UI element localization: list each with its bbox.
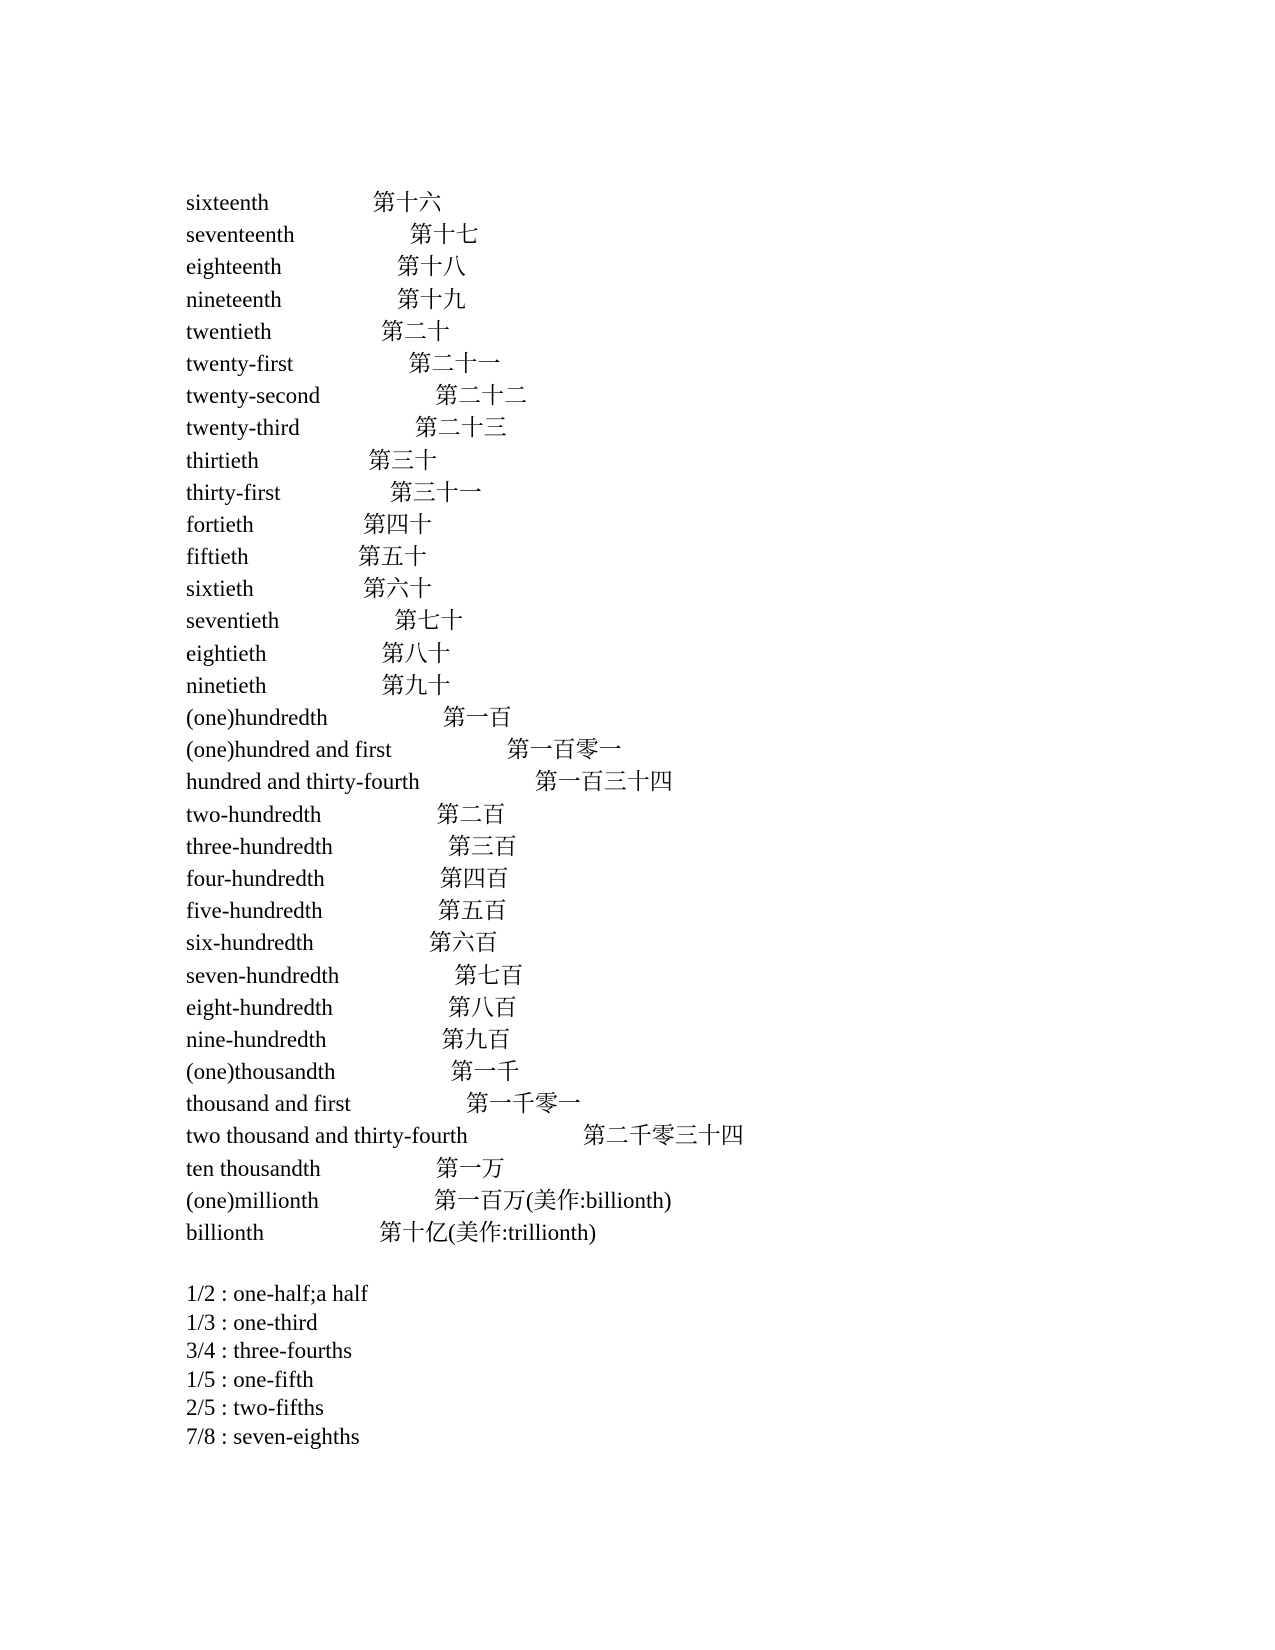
ordinal-spacer	[335, 1059, 450, 1084]
fraction-separator: :	[215, 1309, 234, 1335]
ordinal-spacer	[468, 1123, 583, 1148]
ordinal-chinese: 第九十	[381, 672, 451, 698]
ordinal-chinese: 第二十一	[408, 350, 501, 376]
fraction-separator: :	[215, 1281, 234, 1306]
ordinal-spacer	[323, 898, 438, 923]
fraction-row	[186, 1309, 786, 1338]
ordinal-row	[186, 380, 1086, 412]
ordinal-english: seventieth	[186, 608, 280, 634]
fraction-row	[186, 1337, 786, 1366]
ordinal-spacer	[272, 319, 381, 344]
ordinal-row	[186, 251, 1086, 283]
ordinal-english: five-hundredth	[186, 898, 323, 924]
ordinal-english: six-hundredth	[186, 930, 314, 956]
ordinal-english: twenty-second	[186, 383, 321, 409]
ordinal-row	[186, 219, 1086, 251]
ordinal-chinese: 第七十	[394, 608, 464, 634]
ordinal-chinese: 第十九	[396, 286, 466, 312]
ordinal-chinese: 第三十一	[389, 479, 482, 505]
ordinal-row	[186, 605, 1086, 637]
fraction-word: seven-eighths	[233, 1423, 360, 1449]
fraction-separator: :	[215, 1366, 234, 1392]
fraction-number: 3/4	[186, 1338, 216, 1364]
ordinal-chinese: 第六百	[428, 930, 498, 956]
ordinal-chinese: 第二十二	[435, 383, 528, 409]
ordinal-spacer	[325, 866, 440, 891]
ordinal-chinese: 第八百	[447, 994, 517, 1020]
fraction-word: one-half;a half	[233, 1281, 369, 1306]
ordinal-spacer	[259, 448, 368, 473]
ordinal-row	[186, 766, 1086, 798]
fraction-separator: :	[215, 1395, 234, 1421]
ordinal-row	[186, 284, 1086, 316]
ordinal-spacer	[351, 1091, 466, 1116]
ordinal-spacer	[293, 351, 408, 376]
fraction-list	[186, 1280, 786, 1452]
ordinal-chinese: 第一百三十四	[534, 769, 673, 795]
ordinal-row	[186, 831, 1086, 863]
ordinal-english: fiftieth	[186, 544, 249, 570]
ordinal-english: four-hundredth	[186, 865, 325, 891]
ordinal-row	[186, 316, 1086, 348]
ordinal-spacer	[264, 1220, 379, 1245]
ordinal-chinese: 第一千零一	[465, 1091, 581, 1117]
ordinal-row	[186, 670, 1086, 702]
fraction-number: 1/5	[186, 1366, 216, 1392]
ordinal-row	[186, 187, 1086, 219]
ordinal-spacer	[254, 512, 363, 537]
ordinal-english: billionth	[186, 1220, 264, 1245]
ordinal-spacer	[327, 1027, 442, 1052]
ordinal-spacer	[282, 287, 397, 312]
fraction-row	[186, 1423, 786, 1452]
ordinal-english: sixteenth	[186, 190, 270, 215]
ordinal-row	[186, 348, 1086, 380]
ordinal-chinese: 第一百	[442, 705, 512, 730]
ordinal-chinese: 第三百	[447, 833, 517, 859]
ordinal-row	[186, 799, 1086, 831]
ordinal-row	[186, 1185, 1086, 1217]
ordinal-spacer	[392, 737, 507, 762]
fraction-separator: :	[215, 1423, 234, 1449]
ordinal-chinese: 第五百	[437, 898, 507, 924]
ordinal-english: thousand and first	[186, 1091, 351, 1117]
ordinal-english: fortieth	[186, 511, 254, 537]
ordinal-chinese: 第四十	[362, 511, 432, 537]
ordinal-row	[186, 445, 1086, 477]
ordinal-english: thirty-first	[186, 479, 281, 505]
ordinal-chinese: 第一千	[450, 1059, 520, 1085]
fraction-word: one-third	[233, 1309, 318, 1335]
ordinal-spacer	[339, 963, 454, 988]
ordinal-number-list	[186, 187, 1086, 1249]
fraction-word: three-fourths	[233, 1338, 353, 1364]
ordinal-row	[186, 927, 1086, 959]
ordinal-english: sixtieth	[186, 576, 254, 602]
ordinal-spacer	[269, 190, 373, 215]
ordinal-english: three-hundredth	[186, 833, 333, 859]
ordinal-chinese: 第十八	[396, 254, 466, 280]
ordinal-row	[186, 1056, 1086, 1088]
ordinal-spacer	[282, 254, 397, 279]
ordinal-chinese: 第一百万(美作:billionth)	[433, 1187, 672, 1213]
ordinal-english: hundred and thirty-fourth	[186, 769, 420, 795]
ordinal-row	[186, 1120, 1086, 1152]
ordinal-english: twentieth	[186, 318, 272, 344]
ordinal-spacer	[333, 834, 448, 859]
ordinal-row	[186, 1024, 1086, 1056]
ordinal-english: two-hundredth	[186, 801, 322, 827]
fraction-number: 2/5	[186, 1395, 216, 1421]
ordinal-row	[186, 992, 1086, 1024]
ordinal-row	[186, 412, 1086, 444]
ordinal-spacer	[333, 995, 448, 1020]
ordinal-english: seventeenth	[186, 222, 295, 248]
ordinal-chinese: 第三十	[368, 447, 438, 473]
ordinal-row	[186, 1088, 1086, 1120]
fraction-word: one-fifth	[233, 1366, 314, 1392]
fraction-separator: :	[215, 1338, 234, 1364]
ordinal-chinese: 第十六	[372, 190, 442, 215]
ordinal-row	[186, 863, 1086, 895]
ordinal-spacer	[300, 415, 415, 440]
ordinal-row	[186, 960, 1086, 992]
ordinal-spacer	[279, 608, 394, 633]
ordinal-chinese: 第四百	[439, 865, 509, 891]
ordinal-english: thirtieth	[186, 447, 259, 473]
ordinal-row	[186, 509, 1086, 541]
ordinal-chinese: 第九百	[441, 1026, 511, 1052]
ordinal-english: seven-hundredth	[186, 962, 340, 988]
ordinal-english: nine-hundredth	[186, 1026, 327, 1052]
ordinal-chinese: 第一百零一	[506, 737, 622, 763]
ordinal-chinese: 第七百	[454, 962, 524, 988]
ordinal-spacer	[328, 705, 443, 730]
ordinal-chinese: 第二千零三十四	[582, 1123, 744, 1149]
ordinal-chinese: 第十七	[409, 222, 479, 248]
ordinal-row	[186, 895, 1086, 927]
ordinal-english: ninetieth	[186, 672, 267, 698]
ordinal-spacer	[319, 1188, 434, 1213]
ordinal-english: (one)hundredth	[186, 705, 328, 730]
ordinal-row	[186, 477, 1086, 509]
ordinal-spacer	[266, 641, 381, 666]
ordinal-chinese: 第五十	[357, 544, 427, 570]
fraction-row	[186, 1280, 786, 1309]
ordinal-row	[186, 734, 1086, 766]
ordinal-english: eighteenth	[186, 254, 282, 280]
ordinal-row	[186, 573, 1086, 605]
ordinal-english: two thousand and thirty-fourth	[186, 1123, 468, 1149]
fraction-row	[186, 1394, 786, 1423]
ordinal-chinese: 第二十三	[414, 415, 507, 441]
fraction-number: 1/3	[186, 1309, 216, 1335]
ordinal-row	[186, 702, 1086, 734]
ordinal-english: eightieth	[186, 640, 267, 666]
ordinal-spacer	[321, 1156, 436, 1181]
ordinal-spacer	[249, 544, 358, 569]
ordinal-row	[186, 1217, 1086, 1249]
ordinal-row	[186, 638, 1086, 670]
fraction-number: 7/8	[186, 1423, 216, 1449]
fraction-row	[186, 1366, 786, 1395]
ordinal-spacer	[295, 222, 410, 247]
ordinal-english: (one)hundred and first	[186, 737, 392, 763]
ordinal-english: ten thousandth	[186, 1155, 321, 1181]
ordinal-spacer	[281, 480, 390, 505]
ordinal-spacer	[314, 930, 429, 955]
ordinal-spacer	[420, 769, 535, 794]
ordinal-spacer	[320, 383, 435, 408]
fraction-number: 1/2	[186, 1281, 216, 1306]
ordinal-chinese: 第六十	[362, 576, 432, 602]
ordinal-english: (one)thousandth	[186, 1059, 336, 1085]
ordinal-chinese: 第二十	[380, 318, 450, 344]
ordinal-spacer	[321, 802, 436, 827]
ordinal-chinese: 第二百	[436, 801, 506, 827]
ordinal-english: twenty-third	[186, 415, 300, 441]
ordinal-chinese: 第一万	[435, 1155, 505, 1181]
ordinal-spacer	[254, 576, 363, 601]
ordinal-english: (one)millionth	[186, 1187, 319, 1213]
ordinal-row	[186, 541, 1086, 573]
ordinal-chinese: 第八十	[381, 640, 451, 666]
ordinal-english: eight-hundredth	[186, 994, 333, 1020]
ordinal-row	[186, 1153, 1086, 1185]
ordinal-english: nineteenth	[186, 286, 282, 312]
ordinal-spacer	[266, 673, 381, 698]
ordinal-english: twenty-first	[186, 350, 294, 376]
fraction-word: two-fifths	[233, 1395, 324, 1421]
ordinal-chinese: 第十亿(美作:trillionth)	[378, 1220, 597, 1245]
